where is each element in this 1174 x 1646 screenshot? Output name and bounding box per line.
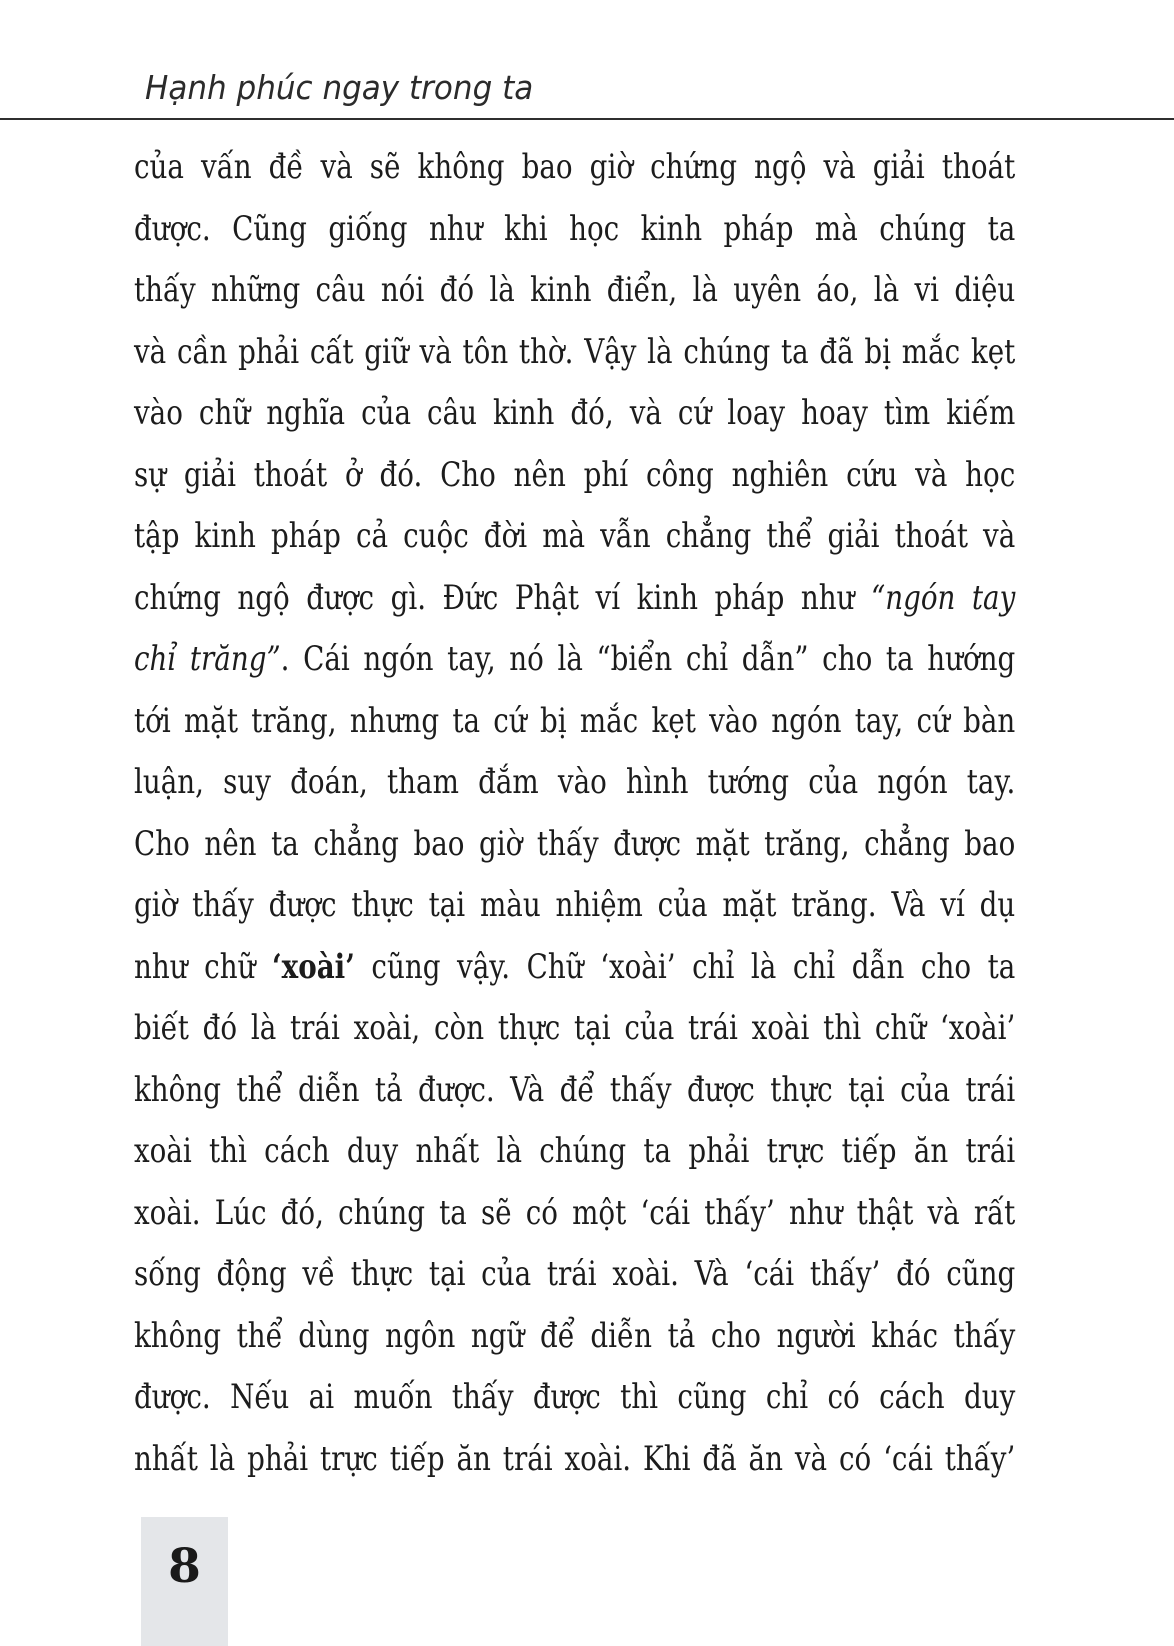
body-line-segment: tới mặt trăng, nhưng ta cứ bị mắc kẹt vào ngón tay, cứ bàn <box>134 700 1016 741</box>
body-line <box>134 814 1015 876</box>
body-line-segment: được. Nếu ai muốn thấy được thì cũng chỉ có cách duy <box>134 1377 1016 1417</box>
body-line <box>134 1429 1015 1491</box>
body-line-segment: xoài. Lúc đó, chúng ta sẽ có một ‘cái thấy’ như thật và rất <box>134 1192 1016 1233</box>
body-line <box>134 137 1015 199</box>
body-line <box>134 568 1015 630</box>
body-line-segment: ‘xoài’ <box>271 946 355 987</box>
header-rule <box>0 118 1174 120</box>
body-line <box>134 383 1015 445</box>
body-line <box>134 1244 1015 1306</box>
body-line-segment: xoài thì cách duy nhất là chúng ta phải trực tiếp ăn trái <box>134 1131 1016 1171</box>
body-line-segment: “ngón tay <box>871 577 1016 618</box>
body-line-segment: của vấn đề và sẽ không bao giờ chứng ngộ và giải thoát <box>134 147 1016 187</box>
body-line <box>134 445 1015 507</box>
body-line-segment: . Cái ngón tay, nó là “biển chỉ dẫn” cho ta hướng <box>280 639 1016 679</box>
running-head-title: Hạnh phúc ngay trong ta <box>145 68 534 107</box>
body-line-segment: được. Cũng giống như khi học kinh pháp mà chúng ta <box>134 208 1016 249</box>
body-line <box>134 1060 1015 1122</box>
body-line-segment: thấy những câu nói đó là kinh điển, là uyên áo, là vi diệu <box>134 270 1016 310</box>
body-line-segment: nhất là phải trực tiếp ăn trái xoài. Khi đã ăn và có ‘cái thấy’ <box>134 1438 1016 1479</box>
body-line-segment: sống động về thực tại của trái xoài. Và ‘cái thấy’ đó cũng <box>134 1254 1016 1294</box>
body-line <box>134 875 1015 937</box>
body-line-segment: vào chữ nghĩa của câu kinh đó, và cứ loay hoay tìm kiếm <box>134 393 1016 433</box>
body-text-column <box>134 137 1015 1490</box>
body-line-segment: biết đó là trái xoài, còn thực tại của trái xoài thì chữ ‘xoài’ <box>134 1008 1016 1048</box>
body-line-segment: Cho nên ta chẳng bao giờ thấy được mặt trăng, chẳng bao <box>134 823 1016 864</box>
body-line <box>134 1183 1015 1245</box>
body-line-segment: cũng vậy. Chữ ‘xoài’ chỉ là chỉ dẫn cho ta <box>354 946 1016 987</box>
body-line <box>134 629 1015 691</box>
body-line <box>134 998 1015 1060</box>
body-line <box>134 1121 1015 1183</box>
body-line-segment: sự giải thoát ở đó. Cho nên phí công nghiên cứu và học <box>134 454 1016 495</box>
body-line <box>134 691 1015 753</box>
body-line-segment: giờ thấy được thực tại màu nhiệm của mặt trăng. Và ví dụ <box>134 885 1016 925</box>
folio-box <box>141 1517 228 1646</box>
body-line-segment: tập kinh pháp cả cuộc đời mà vẫn chẳng thể giải thoát và <box>134 516 1016 556</box>
body-line-segment: và cần phải cất giữ và tôn thờ. Vậy là chúng ta đã bị mắc kẹt <box>134 331 1016 372</box>
body-line-segment: chứng ngộ được gì. Đức Phật ví kinh pháp như <box>134 577 872 618</box>
page-number: 8 <box>168 1539 201 1594</box>
body-line-segment: chỉ trăng” <box>134 639 281 679</box>
body-line-segment: luận, suy đoán, tham đắm vào hình tướng của ngón tay. <box>134 762 1016 802</box>
body-line <box>134 937 1015 999</box>
body-line <box>134 260 1015 322</box>
body-line <box>134 199 1015 261</box>
body-line-segment: không thể dùng ngôn ngữ để diễn tả cho người khác thấy <box>134 1315 1016 1356</box>
body-line-segment: như chữ <box>134 946 272 987</box>
body-line <box>134 506 1015 568</box>
body-line <box>134 752 1015 814</box>
body-line <box>134 1306 1015 1368</box>
body-line <box>134 1367 1015 1429</box>
body-line <box>134 322 1015 384</box>
body-line-segment: không thể diễn tả được. Và để thấy được thực tại của trái <box>134 1069 1016 1110</box>
